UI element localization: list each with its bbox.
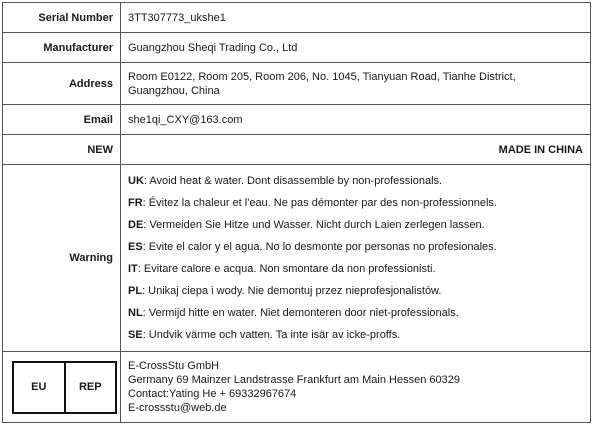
warning-text-nl: : Vermijd hitte en water. Niet demonteren door niet-professionals. (142, 307, 459, 319)
warning-label: Warning (3, 165, 121, 352)
warning-text-se: : Undvik värme och vatten. Ta inte isär av icke-proffs. (142, 329, 401, 341)
warning-line-es (128, 240, 583, 254)
warning-line-nl (128, 306, 583, 320)
made-in-china: MADE IN CHINA (121, 135, 591, 165)
warning-line-se (128, 328, 583, 342)
warning-code-nl: NL (128, 307, 143, 319)
warning-text-fr: : Évitez la chaleur et l'eau. Ne pas démonter par des non-professionnels. (142, 197, 497, 209)
email-value: she1qi_CXY@163.com (121, 105, 591, 135)
warning-code-se: SE (128, 329, 143, 341)
eu-rep-symbol-eu: EU (31, 381, 47, 393)
warning-code-es: ES (128, 241, 143, 253)
address-row (3, 63, 591, 105)
address-label: Address (3, 63, 121, 105)
warning-text-uk: : Avoid heat & water. Dont disassemble by non-professionals. (143, 175, 443, 187)
warning-code-pl: PL (128, 285, 143, 297)
address-line-2: Guangzhou, China (128, 84, 220, 97)
warning-code-uk: UK (128, 175, 144, 187)
serial-label: Serial Number (3, 3, 121, 33)
manufacturer-label: Manufacturer (3, 33, 121, 63)
ec-rep-contact: Contact:Yating He + 69332967674 (128, 388, 297, 400)
address-value (121, 63, 591, 105)
warning-text-block (121, 165, 591, 352)
warning-line-de (128, 218, 583, 232)
ec-rep-company: E-CrossStu GmbH (128, 360, 220, 372)
email-label: Email (3, 105, 121, 135)
warning-code-it: IT (128, 263, 138, 275)
ec-rep-symbol-cell (3, 352, 121, 423)
warning-line-pl (128, 284, 583, 298)
address-line-1: Room E0122, Room 205, Room 206, No. 1045, Tianyuan Road, Tianhe District, (128, 70, 516, 83)
warning-row (3, 165, 591, 352)
product-label-table (2, 2, 591, 423)
warning-text-de: : Vermeiden Sie Hitze und Wasser. Nicht durch Laien zerlegen lassen. (143, 219, 485, 231)
ec-rep-email: E-crossstu@web.de (128, 402, 227, 414)
ec-rep-info (121, 352, 591, 423)
eu-rep-symbol (12, 361, 117, 414)
serial-row (3, 3, 591, 33)
new-label: NEW (3, 135, 121, 165)
manufacturer-row (3, 33, 591, 63)
warning-code-fr: FR (128, 197, 143, 209)
new-row (3, 135, 591, 165)
warning-code-de: DE (128, 219, 144, 231)
warning-line-uk (128, 174, 583, 188)
warning-line-fr (128, 196, 583, 210)
warning-line-it (128, 262, 583, 276)
ec-rep-row (3, 352, 591, 423)
eu-rep-symbol-rep: REP (64, 363, 116, 412)
ec-rep-address: Germany 69 Mainzer Landstrasse Frankfurt am Main Hessen 60329 (128, 374, 460, 386)
manufacturer-value: Guangzhou Sheqi Trading Co., Ltd (121, 33, 591, 63)
warning-text-es: : Evite el calor y el agua. No lo desmonte por personas no profesionales. (142, 241, 497, 253)
warning-text-pl: : Unikaj ciepa i wody. Nie demontuj przez nieprofesjonalistów. (142, 285, 442, 297)
email-row (3, 105, 591, 135)
serial-value: 3TT307773_ukshe1 (121, 3, 591, 33)
warning-text-it: : Evitare calore e acqua. Non smontare da non professionisti. (137, 263, 436, 275)
